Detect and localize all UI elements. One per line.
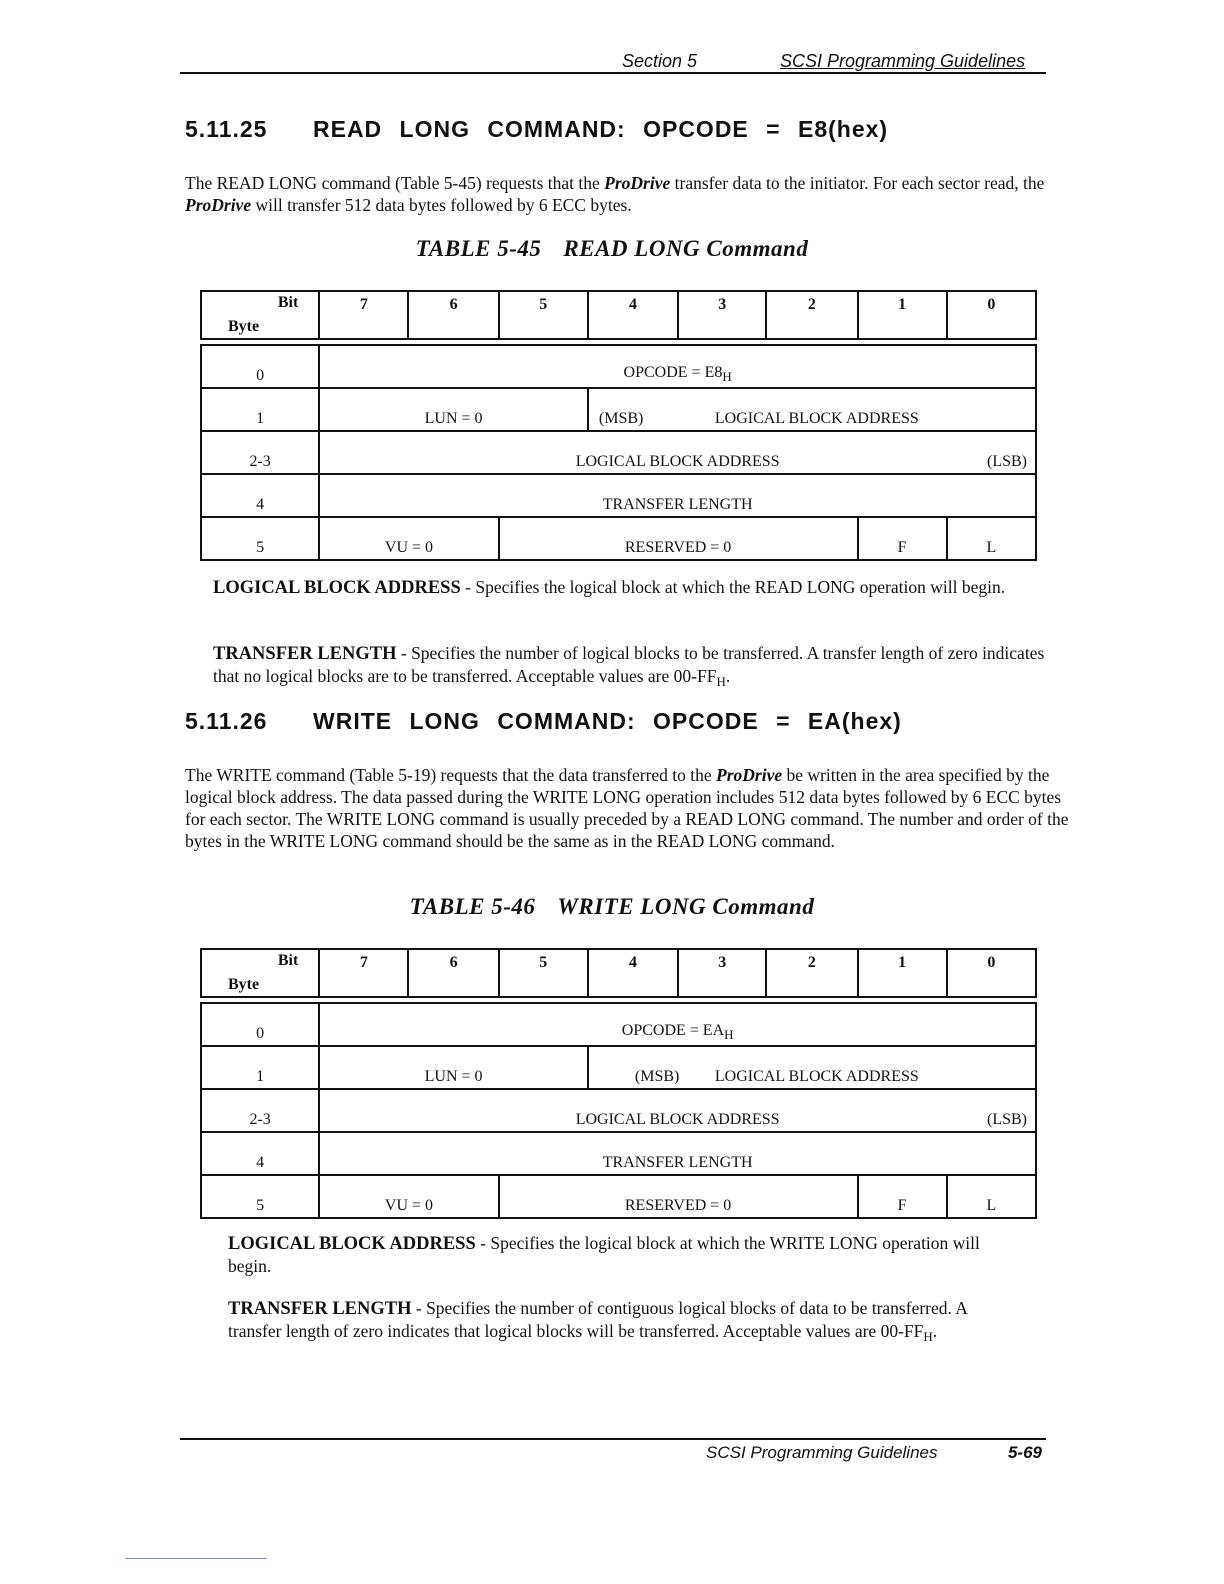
- table-row: [201, 474, 1036, 517]
- table-row: [201, 345, 1036, 388]
- section-number: 5.11.26: [185, 708, 268, 734]
- definition-text: - Specifies the logical block at which the WRITE LONG operation will begin.: [228, 1233, 980, 1276]
- period: .: [932, 1321, 938, 1341]
- bit-3: 3: [678, 949, 766, 997]
- opcode-subscript: H: [724, 1027, 734, 1042]
- page-header: [180, 50, 1046, 74]
- lba-label: LOGICAL BLOCK ADDRESS: [714, 410, 919, 427]
- intro-text: transfer data to the initiator. For each sector read, the: [670, 173, 1045, 193]
- definition-term: TRANSFER LENGTH: [228, 1299, 412, 1319]
- definition-text: - Specifies the number of logical blocks to be transferred. A transfer length of zero indicates that no logical blocks are to be transferred. Acceptable values are 00-FF: [213, 643, 1045, 686]
- opcode-subscript: H: [722, 369, 732, 384]
- read-long-table: [200, 290, 1037, 561]
- transfer-length-cell: TRANSFER LENGTH: [319, 1132, 1036, 1175]
- lba-label: LOGICAL BLOCK ADDRESS: [575, 453, 780, 470]
- reserved-cell: RESERVED = 0: [499, 1175, 858, 1218]
- lsb-label: (LSB): [987, 1111, 1027, 1128]
- byte-number: 5: [201, 1175, 319, 1218]
- bit-label: Bit: [277, 294, 299, 311]
- lba-lsb-cell: [319, 1089, 1036, 1132]
- period: .: [725, 666, 731, 686]
- table-row: [201, 517, 1036, 560]
- section-number: 5.11.25: [185, 116, 268, 142]
- table-header-row: [201, 291, 1036, 339]
- table-row: [201, 1175, 1036, 1218]
- bit-0: 0: [947, 291, 1036, 339]
- table-header-row: [201, 949, 1036, 997]
- write-long-intro: [185, 764, 1075, 852]
- byte-label: Byte: [228, 318, 260, 335]
- lba-definition: [228, 1232, 998, 1277]
- intro-text: The READ LONG command (Table 5-45) requests that the: [185, 173, 605, 193]
- bit-1: 1: [858, 291, 947, 339]
- l-bit-cell: L: [947, 1175, 1036, 1218]
- table-row: [201, 431, 1036, 474]
- bit-6: 6: [408, 291, 498, 339]
- header-title: SCSI Programming Guidelines: [780, 51, 1026, 71]
- byte-number: 1: [201, 1046, 319, 1089]
- brand-name: ProDrive: [604, 173, 671, 193]
- scan-artifact-line: [125, 1558, 267, 1559]
- transfer-length-definition: [228, 1297, 1018, 1348]
- header-section: Section 5: [622, 51, 698, 71]
- table-name: WRITE LONG Command: [557, 894, 815, 919]
- bit-byte-corner: [201, 291, 319, 339]
- lba-label: LOGICAL BLOCK ADDRESS: [575, 1111, 780, 1128]
- byte-number: 2-3: [201, 431, 319, 474]
- opcode-text: OPCODE = EA: [621, 1022, 725, 1039]
- bit-3: 3: [678, 291, 766, 339]
- bit-7: 7: [319, 949, 408, 997]
- opcode-cell: [319, 345, 1036, 388]
- table-name: READ LONG Command: [563, 236, 809, 261]
- bit-5: 5: [499, 949, 588, 997]
- lba-lsb-cell: [319, 431, 1036, 474]
- bit-byte-corner: [201, 949, 319, 997]
- read-long-intro: [185, 172, 1065, 216]
- vu-cell: VU = 0: [319, 517, 498, 560]
- brand-name: ProDrive: [716, 765, 783, 785]
- bit-label: Bit: [277, 952, 299, 969]
- bit-7: 7: [319, 291, 408, 339]
- section-heading-read-long: [185, 116, 888, 143]
- bit-5: 5: [499, 291, 588, 339]
- table-row: [201, 1132, 1036, 1175]
- bit-0: 0: [947, 949, 1036, 997]
- lun-cell: LUN = 0: [319, 388, 588, 431]
- msb-label: (MSB): [634, 1068, 680, 1085]
- definition-text: - Specifies the logical block at which the READ LONG operation will begin.: [460, 577, 1006, 597]
- opcode-cell: [319, 1003, 1036, 1046]
- lba-msb-cell: [588, 388, 1036, 431]
- bit-1: 1: [858, 949, 947, 997]
- lba-label: LOGICAL BLOCK ADDRESS: [714, 1068, 919, 1085]
- transfer-length-cell: TRANSFER LENGTH: [319, 474, 1036, 517]
- table-caption: [0, 894, 1224, 920]
- section-title: READ LONG COMMAND: OPCODE = E8(hex): [313, 116, 889, 142]
- lba-definition: [213, 576, 1083, 599]
- byte-number: 0: [201, 1003, 319, 1046]
- byte-number: 5: [201, 517, 319, 560]
- intro-text: will transfer 512 data bytes followed by 6 ECC bytes.: [251, 195, 632, 215]
- byte-number: 2-3: [201, 1089, 319, 1132]
- f-bit-cell: F: [858, 517, 947, 560]
- intro-text: The WRITE command (Table 5-19) requests that the data transferred to the: [185, 765, 717, 785]
- lsb-label: (LSB): [987, 453, 1027, 470]
- table-row: [201, 1089, 1036, 1132]
- byte-number: 0: [201, 345, 319, 388]
- l-bit-cell: L: [947, 517, 1036, 560]
- opcode-text: OPCODE = E8: [623, 364, 723, 381]
- byte-label: Byte: [228, 976, 260, 993]
- vu-cell: VU = 0: [319, 1175, 498, 1218]
- definition-term: LOGICAL BLOCK ADDRESS: [213, 578, 461, 598]
- footer-title: SCSI Programming Guidelines: [706, 1443, 938, 1462]
- definition-term: LOGICAL BLOCK ADDRESS: [228, 1234, 476, 1254]
- table-row: [201, 1003, 1036, 1046]
- write-long-table: [200, 948, 1037, 1219]
- bit-6: 6: [408, 949, 498, 997]
- intro-text: be written in the area specified by the logical block address. The data passed during the WRITE LONG operation includes 512 data bytes followed by 6 ECC bytes for each sector. The WRITE LONG command is usually preceded by a READ LONG command. The number and order of the bytes in the WRITE LONG command should be the same as in the READ LONG command.: [185, 765, 1069, 851]
- definition-text: - Specifies the number of contiguous logical blocks of data to be transferred. A transfer length of zero indicates that logical blocks will be transferred. Acceptable values are 00-FF: [228, 1298, 967, 1341]
- brand-name: ProDrive: [185, 195, 252, 215]
- msb-label: (MSB): [598, 410, 644, 427]
- table-row: [201, 1046, 1036, 1089]
- section-title: WRITE LONG COMMAND: OPCODE = EA(hex): [313, 708, 902, 734]
- byte-number: 4: [201, 1132, 319, 1175]
- definition-term: TRANSFER LENGTH: [213, 644, 397, 664]
- bit-2: 2: [766, 291, 857, 339]
- table-label: TABLE 5-45: [415, 236, 542, 261]
- bit-4: 4: [588, 291, 678, 339]
- reserved-cell: RESERVED = 0: [499, 517, 858, 560]
- lun-cell: LUN = 0: [319, 1046, 588, 1089]
- byte-number: 1: [201, 388, 319, 431]
- page-number: 5-69: [1007, 1443, 1042, 1462]
- bit-2: 2: [766, 949, 857, 997]
- page-footer: [180, 1438, 1046, 1462]
- hex-subscript: H: [716, 674, 726, 689]
- byte-number: 4: [201, 474, 319, 517]
- table-label: TABLE 5-46: [409, 894, 536, 919]
- lba-msb-cell: [588, 1046, 1036, 1089]
- f-bit-cell: F: [858, 1175, 947, 1218]
- bit-4: 4: [588, 949, 678, 997]
- table-caption: [0, 236, 1224, 262]
- hex-subscript: H: [923, 1329, 933, 1344]
- section-heading-write-long: [185, 708, 902, 735]
- table-row: [201, 388, 1036, 431]
- transfer-length-definition: [213, 642, 1073, 693]
